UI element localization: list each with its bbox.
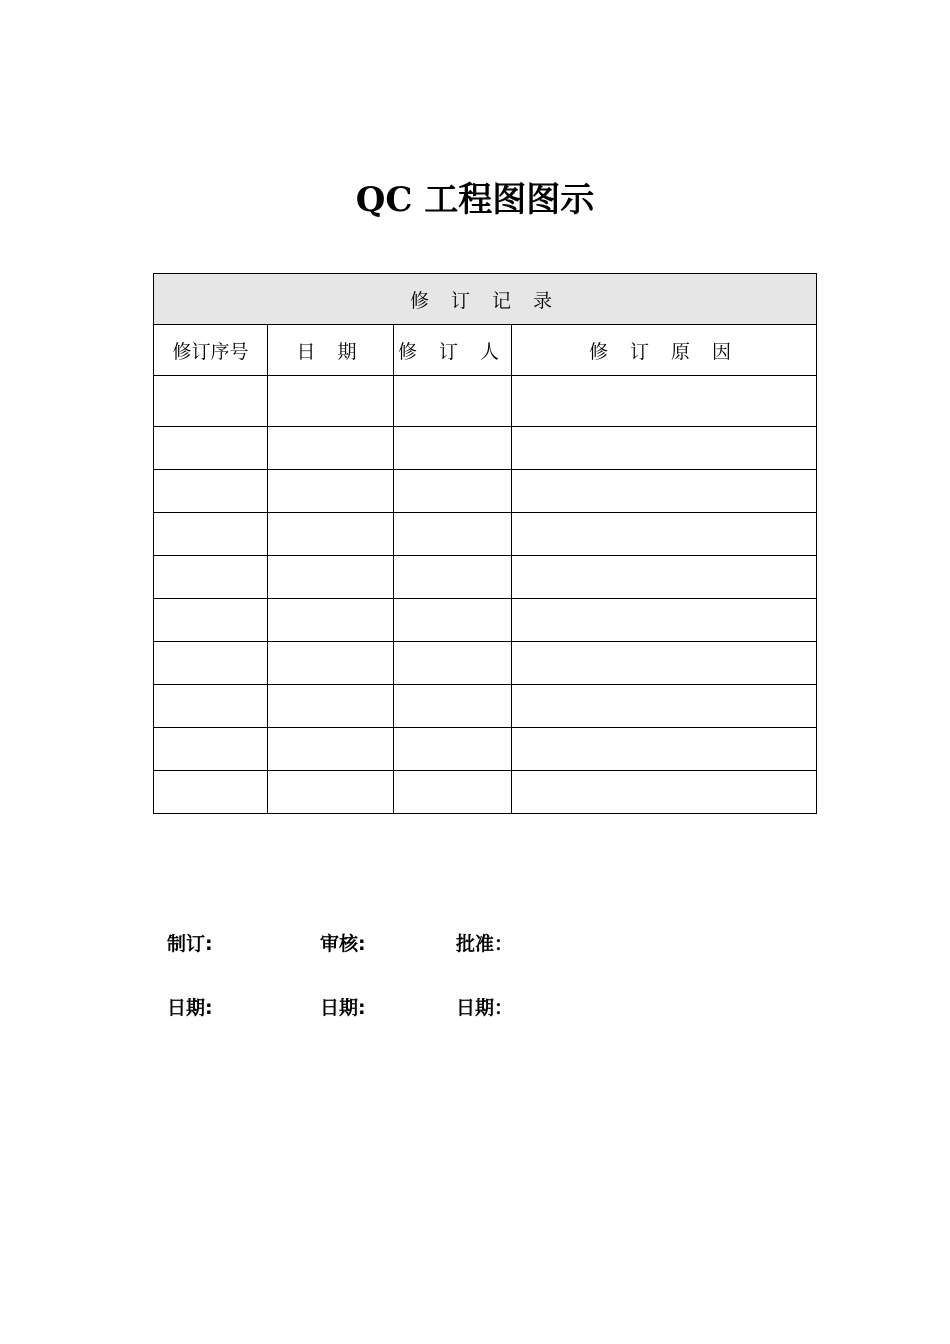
table-cell [154, 599, 268, 642]
table-row [154, 642, 817, 685]
table-cell [394, 685, 512, 728]
table-cell [154, 556, 268, 599]
table-row [154, 556, 817, 599]
table-header-row [154, 325, 817, 376]
column-header-reviser: 修 订 人 [394, 325, 512, 376]
table-cell [268, 771, 394, 814]
column-header-reason: 修 订 原 因 [512, 325, 817, 376]
table-cell [154, 427, 268, 470]
table-cell [512, 685, 817, 728]
table-cell [394, 427, 512, 470]
table-row [154, 427, 817, 470]
table-cell [512, 599, 817, 642]
table-cell [268, 728, 394, 771]
table-cell [268, 376, 394, 427]
revision-record-table [153, 273, 817, 814]
table-cell [268, 599, 394, 642]
table-cell [394, 513, 512, 556]
prepared-date-label: 日期: [167, 997, 213, 1019]
table-caption-row [154, 274, 817, 325]
table-cell [512, 427, 817, 470]
table-cell [394, 470, 512, 513]
table-row [154, 599, 817, 642]
table-cell [268, 513, 394, 556]
table-cell [154, 513, 268, 556]
table-cell [394, 642, 512, 685]
column-header-revision-no: 修订序号 [154, 325, 268, 376]
table-cell [154, 771, 268, 814]
table-cell [512, 728, 817, 771]
approved-date-label: 日期： [456, 997, 514, 1019]
table-caption: 修 订 记 录 [154, 274, 817, 325]
table-cell [268, 427, 394, 470]
table-row [154, 771, 817, 814]
page-title: QC 工程图图示 [355, 180, 595, 220]
table-cell [154, 642, 268, 685]
table-row [154, 376, 817, 427]
reviewed-date-label: 日期: [320, 997, 366, 1019]
table-cell [512, 376, 817, 427]
table-cell [268, 642, 394, 685]
table-cell [268, 556, 394, 599]
table-cell [394, 728, 512, 771]
reviewed-by-label: 审核: [320, 933, 366, 955]
table-row [154, 513, 817, 556]
table-cell [268, 685, 394, 728]
approved-by-label: 批准： [456, 933, 514, 955]
table-cell [512, 470, 817, 513]
table-row [154, 728, 817, 771]
table-cell [394, 556, 512, 599]
column-header-date: 日 期 [268, 325, 394, 376]
table-row [154, 470, 817, 513]
table-row [154, 685, 817, 728]
table-cell [394, 376, 512, 427]
table-cell [154, 685, 268, 728]
table-cell [154, 728, 268, 771]
table-cell [512, 513, 817, 556]
table-cell [512, 642, 817, 685]
table-cell [394, 771, 512, 814]
table-cell [512, 771, 817, 814]
table-cell [268, 470, 394, 513]
table-cell [512, 556, 817, 599]
table-cell [154, 376, 268, 427]
prepared-by-label: 制订: [167, 933, 213, 955]
table-cell [394, 599, 512, 642]
table-cell [154, 470, 268, 513]
